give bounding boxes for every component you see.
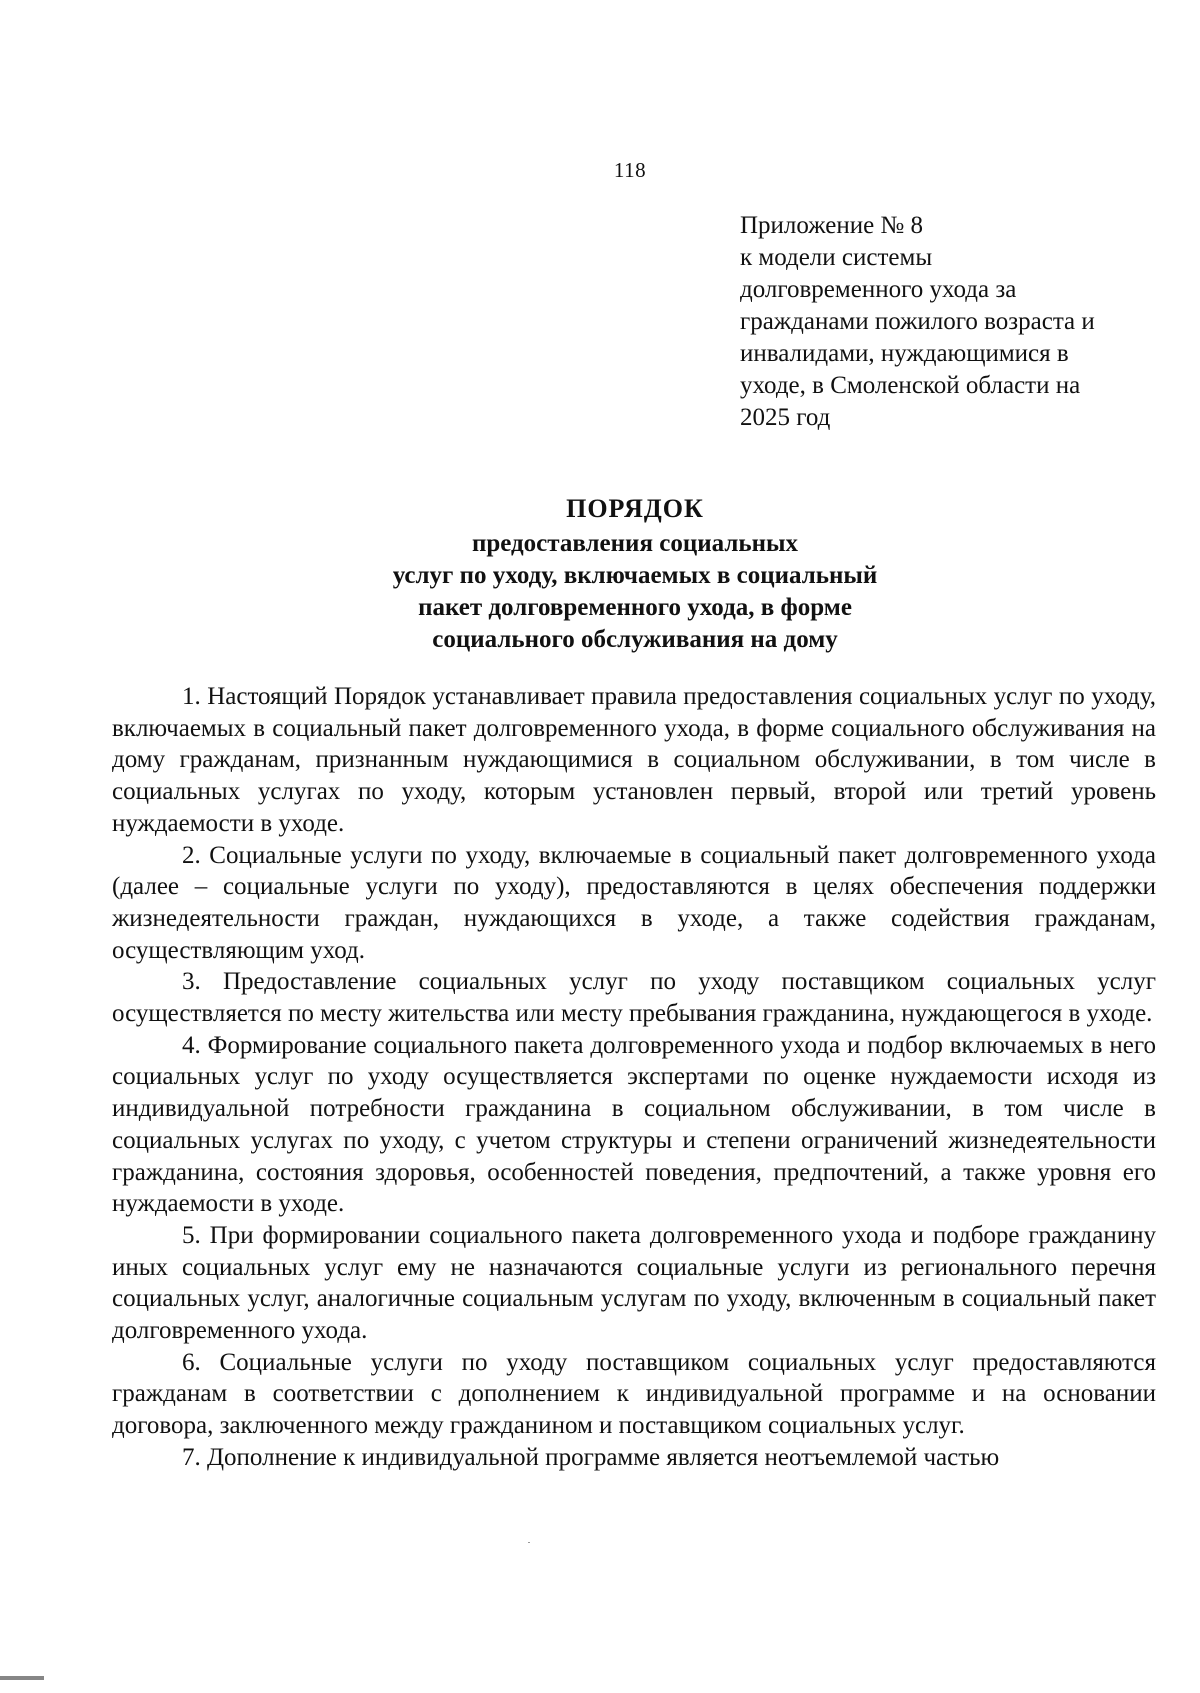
appendix-line: Приложение № 8 [740, 212, 924, 239]
document-title [0, 492, 1200, 656]
appendix-line: 2025 год [740, 404, 831, 431]
appendix-header [740, 210, 1160, 434]
appendix-line: инвалидами, нуждающимися в [740, 340, 1069, 367]
page-number: 118 [613, 158, 647, 182]
title-line: услуг по уходу, включаемых в социальный [392, 562, 878, 589]
title-line: социального обслуживания на дому [432, 626, 838, 653]
paragraph-1: 1. Настоящий Порядок устанавливает правила предоставления социальных услуг по уходу, включаемых в социальный пакет долговременного ухода, в форме социального обслуживания на дому гражданам, признанным нуждающимися в социальном обслуживании, в том числе в социальных услугах по уходу, которым установлен первый, второй или третий уровень нуждаемости в уходе. [112, 683, 1156, 837]
title-main: ПОРЯДОК [566, 494, 704, 523]
scan-artifact [528, 1542, 530, 1543]
title-line: предоставления социальных [471, 530, 799, 557]
document-body [112, 681, 1156, 1474]
paragraph-6: 6. Социальные услуги по уходу поставщиком социальных услуг предоставляются гражданам в соответствии с дополнением к индивидуальной программе и на основании договора, заключенного между гражданином и поставщиком социальных услуг. [112, 1348, 1156, 1440]
appendix-line: гражданами пожилого возраста и [740, 308, 1095, 335]
paragraph-4: 4. Формирование социального пакета долговременного ухода и подбор включаемых в него социальных услуг по уходу осуществляется экспертами по оценке нуждаемости исходя из индивидуальной потребности гражданина в социальном обслуживании, в том числе в социальных услугах по уходу, с учетом структуры и степени ограничений жизнедеятельности гражданина, состояния здоровья, особенностей поведения, предпочтений, а также уровня его нуждаемости в уходе. [112, 1031, 1156, 1218]
paragraph-7: 7. Дополнение к индивидуальной программе является неотъемлемой частью [182, 1443, 1000, 1471]
title-line: пакет долговременного ухода, в форме [418, 594, 852, 621]
paragraph-3: 3. Предоставление социальных услуг по уходу поставщиком социальных услуг осуществляется по месту жительства или месту пребывания гражданина, нуждающегося в уходе. [112, 968, 1156, 1028]
appendix-line: долговременного ухода за [740, 276, 1017, 303]
scan-edge-mark [0, 1676, 44, 1680]
appendix-line: уходе, в Смоленской области на [740, 372, 1081, 399]
paragraph-5: 5. При формировании социального пакета долговременного ухода и подборе гражданину иных социальных услуг ему не назначаются социальные услуги из регионального перечня социальных услуг, аналогичные социальным услугам по уходу, включенным в социальный пакет долговременного ухода. [112, 1221, 1156, 1345]
appendix-line: к модели системы [740, 244, 933, 271]
paragraph-2: 2. Социальные услуги по уходу, включаемые в социальный пакет долговременного ухода (далее – социальные услуги по уходу), предоставляются в целях обеспечения поддержки жизнедеятельности граждан, нуждающихся в уходе, а также содействия гражданам, осуществляющим уход. [112, 841, 1156, 964]
